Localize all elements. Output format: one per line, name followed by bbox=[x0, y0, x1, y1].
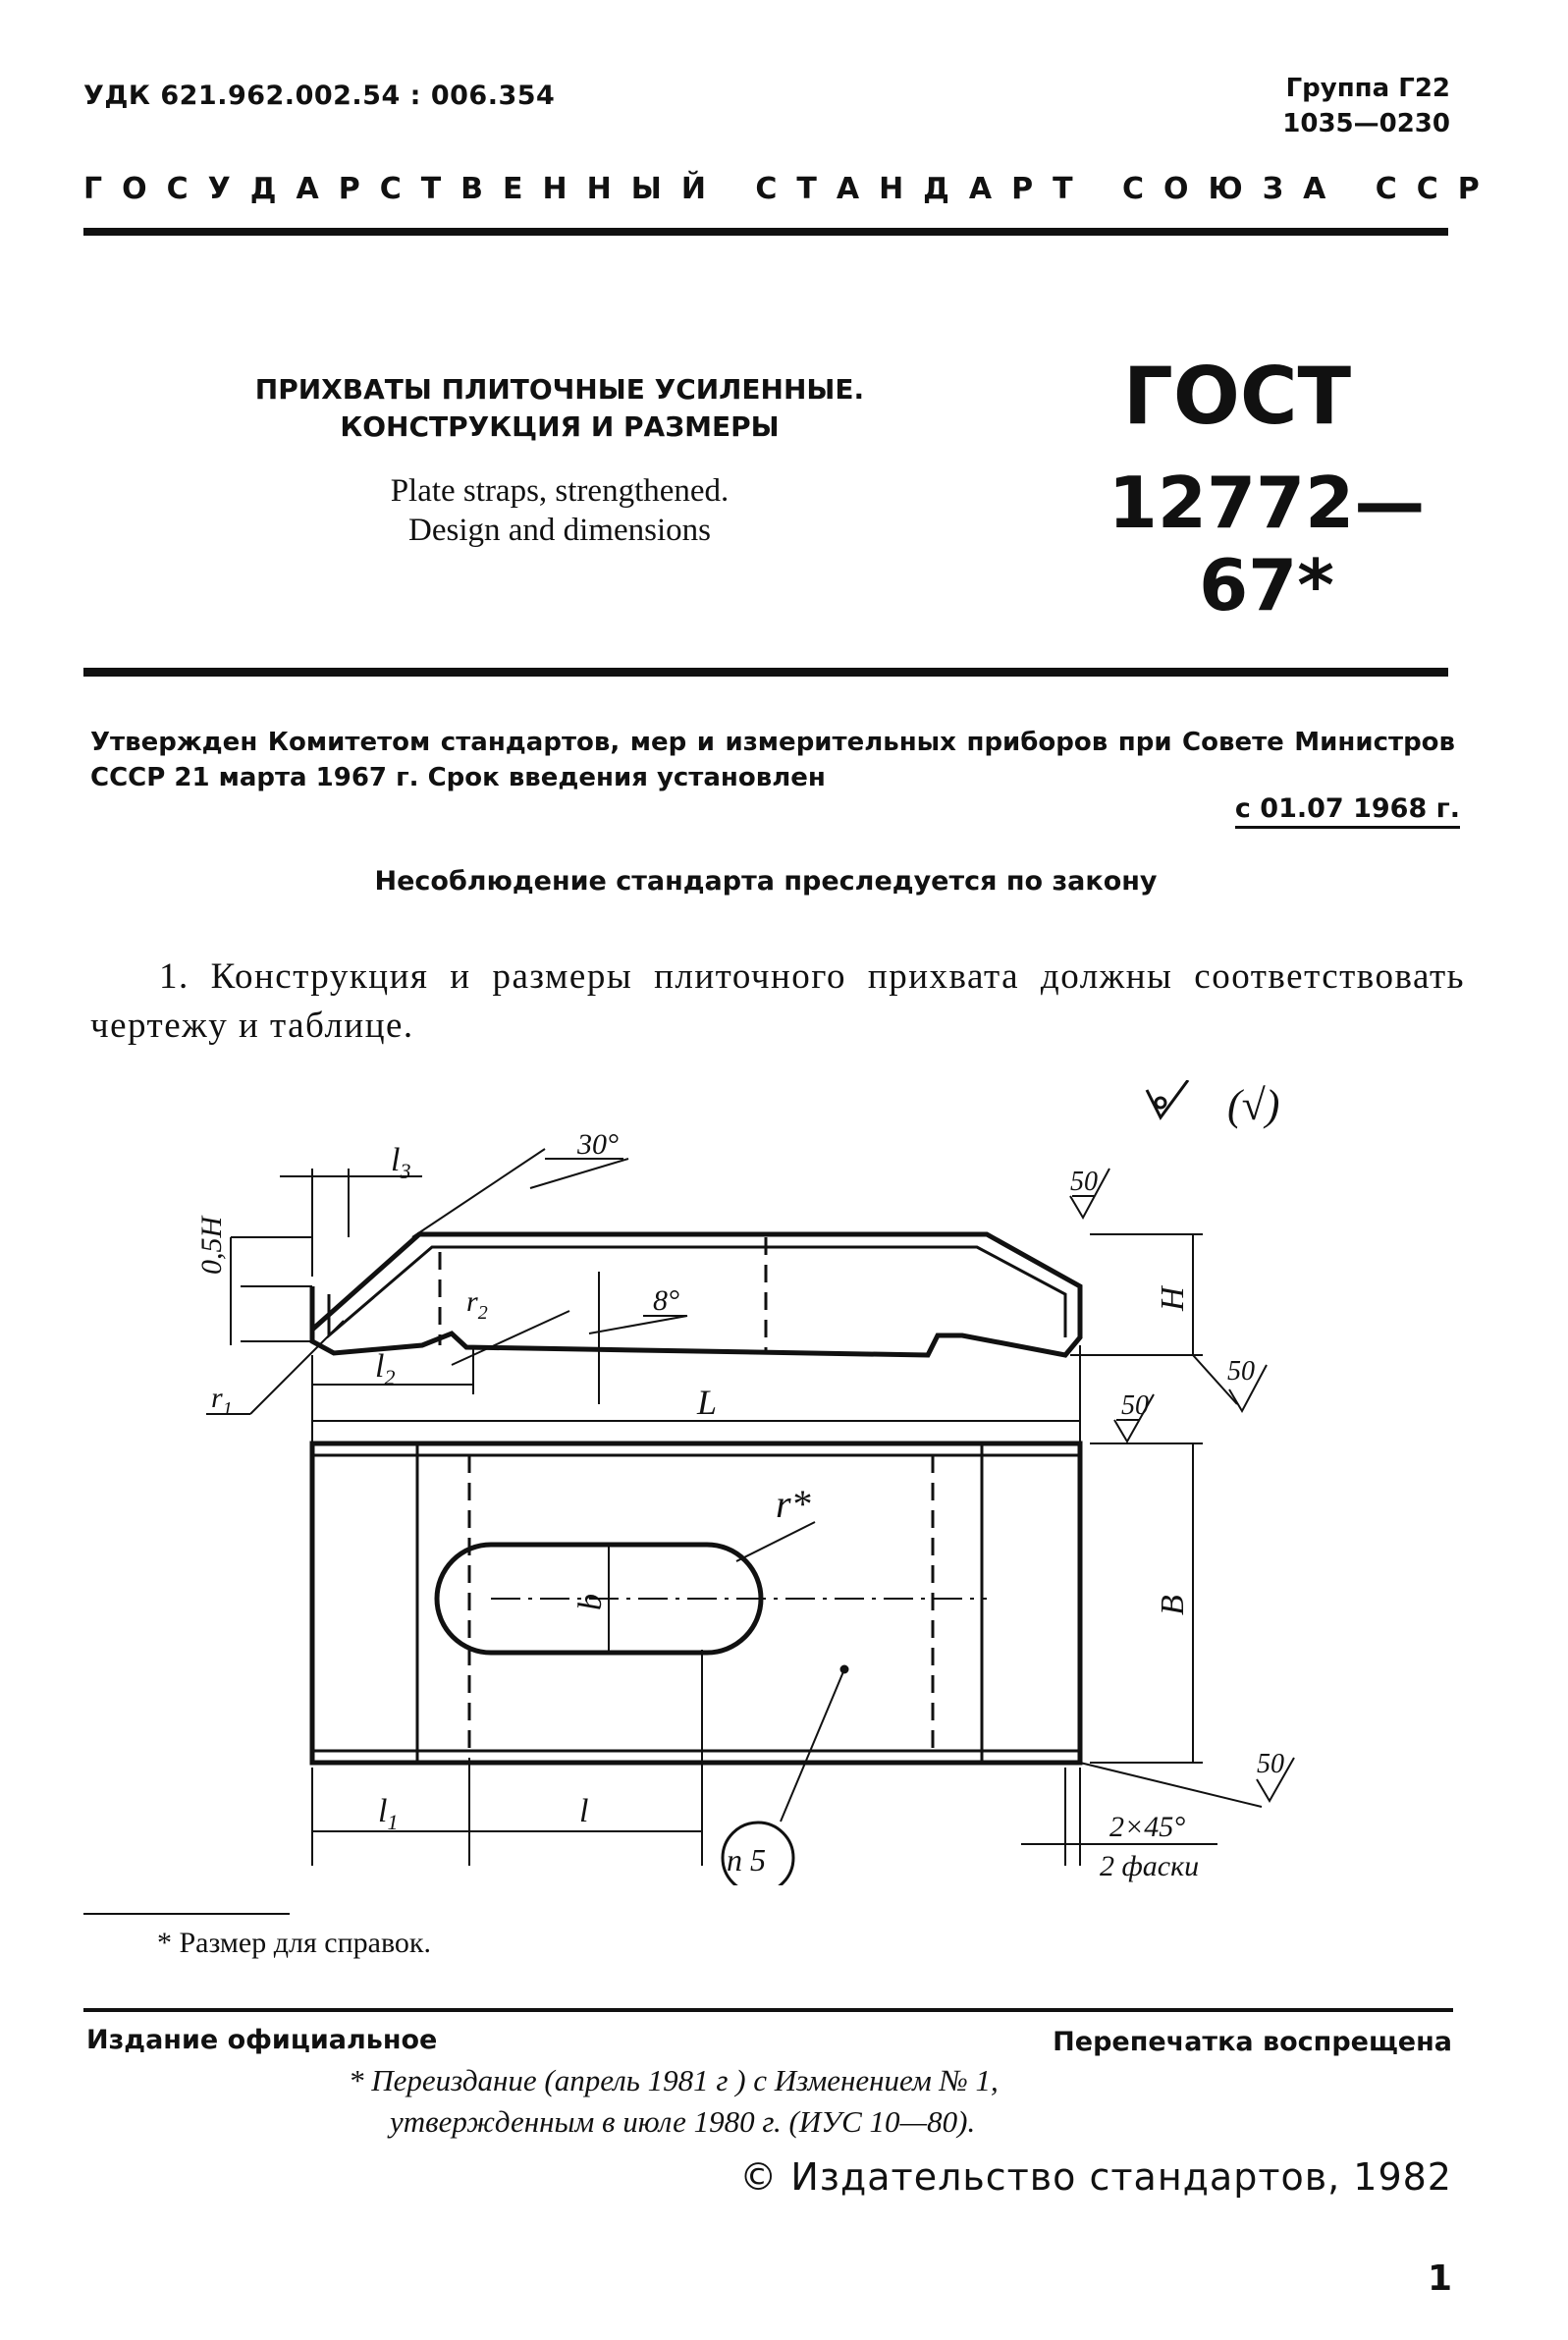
title-en-line-2: Design and dimensions bbox=[408, 513, 711, 548]
label-b-width: B bbox=[1155, 1595, 1191, 1615]
n5-dot bbox=[840, 1665, 848, 1673]
footnote: * Размер для справок. bbox=[157, 1927, 431, 1959]
roughness-50-top-text: 50 bbox=[1070, 1167, 1098, 1197]
r2-leader bbox=[452, 1311, 569, 1365]
title-ru-line-2: КОНСТРУКЦИЯ И РАЗМЕРЫ bbox=[340, 410, 780, 443]
label-0-5h: 0,5H bbox=[195, 1216, 228, 1275]
r-star-leader bbox=[736, 1522, 815, 1561]
label-l1: $l_1$ bbox=[378, 1793, 399, 1834]
label-r-star: r* bbox=[776, 1482, 811, 1526]
label-r1: $r_1$ bbox=[211, 1382, 233, 1420]
reprint-prohibited: Перепечатка воспрещена bbox=[1053, 2027, 1452, 2057]
label-l3: $l_3$ bbox=[391, 1142, 411, 1183]
law-notice: Несоблюдение стандарта преследуется по закону bbox=[374, 866, 1158, 897]
angle-leader bbox=[412, 1149, 545, 1237]
footnote-rule bbox=[83, 1913, 290, 1915]
sub-2: 2 bbox=[384, 1365, 396, 1389]
roughness-50-bottom-text: 50 bbox=[1257, 1749, 1284, 1779]
angle-leader-2 bbox=[530, 1159, 628, 1188]
label-l-total: L bbox=[697, 1383, 718, 1422]
label-l2: $l_2$ bbox=[375, 1348, 396, 1389]
n5-leader bbox=[781, 1669, 844, 1822]
publisher: © Издательство стандартов, 1982 bbox=[739, 2155, 1452, 2199]
roughness-general-text: (√) bbox=[1227, 1081, 1280, 1129]
footer-rule bbox=[83, 2008, 1453, 2012]
label-l: l bbox=[579, 1793, 589, 1829]
approval-text: Утвержден Комитетом стандартов, мер и измерительных приборов при Совете Министров СССР 21 марта 1967 г. Срок введения установлен bbox=[90, 728, 1455, 792]
reissue-note bbox=[349, 2060, 999, 2143]
callout-n5: n 5 bbox=[727, 1842, 766, 1877]
chamfer-size: 2×45° bbox=[1109, 1811, 1186, 1843]
gost-label: ГОСТ bbox=[1122, 351, 1352, 442]
state-standard-heading: ГОСУДАРСТВЕННЫЙ СТАНДАРТ СОЮЗА ССР bbox=[83, 172, 1499, 206]
roughness-50-side-text: 50 bbox=[1227, 1356, 1255, 1387]
title-en-line-1: Plate straps, strengthened. bbox=[390, 473, 730, 509]
angle-8: 8° bbox=[653, 1284, 679, 1317]
roughness-symbol-general bbox=[1147, 1080, 1188, 1117]
r1-leader bbox=[250, 1321, 344, 1414]
label-b: b bbox=[572, 1594, 609, 1610]
effective-date: с 01.07 1968 г. bbox=[1235, 793, 1460, 829]
title-russian bbox=[226, 371, 893, 446]
title-rule bbox=[83, 668, 1448, 677]
gost-number: 12772—67* bbox=[1108, 462, 1426, 626]
sub-1: 1 bbox=[387, 1810, 399, 1834]
angle-30: 30° bbox=[577, 1128, 619, 1161]
header-rule bbox=[83, 228, 1448, 236]
chamfer-note: 2 фаски bbox=[1100, 1850, 1200, 1882]
group-line-2: 1035—0230 bbox=[1282, 109, 1450, 138]
group-code bbox=[1282, 71, 1450, 141]
page-number: 1 bbox=[1427, 2258, 1452, 2299]
paragraph-1: 1. Конструкция и размеры плиточного прихвата должны соответствовать чертежу и таблице. bbox=[90, 956, 1465, 1046]
roughness-50-top-view-text: 50 bbox=[1121, 1390, 1149, 1421]
label-h: H bbox=[1155, 1286, 1191, 1311]
title-ru-line-1: ПРИХВАТЫ ПЛИТОЧНЫЕ УСИЛЕННЫЕ. bbox=[254, 373, 865, 406]
label-r2: $r_2$ bbox=[466, 1285, 488, 1324]
top-view-outline bbox=[312, 1443, 1080, 1763]
udk-code: УДК 621.962.002.54 : 006.354 bbox=[83, 81, 556, 111]
sub-2: 2 bbox=[477, 1302, 488, 1324]
sub-3: 3 bbox=[400, 1159, 411, 1183]
reissue-line-2: утвержденным в июле 1980 г. (ИУС 10—80). bbox=[390, 2104, 976, 2139]
title-english bbox=[295, 471, 825, 550]
group-line-1: Группа Г22 bbox=[1285, 74, 1450, 103]
official-edition: Издание официальное bbox=[86, 2025, 438, 2055]
technical-drawing bbox=[0, 1080, 1568, 1885]
angle-8-leader bbox=[589, 1316, 687, 1333]
reissue-line-1: * Переиздание (апрель 1981 г ) с Изменением № 1, bbox=[349, 2063, 999, 2097]
sub-1: 1 bbox=[222, 1398, 233, 1420]
